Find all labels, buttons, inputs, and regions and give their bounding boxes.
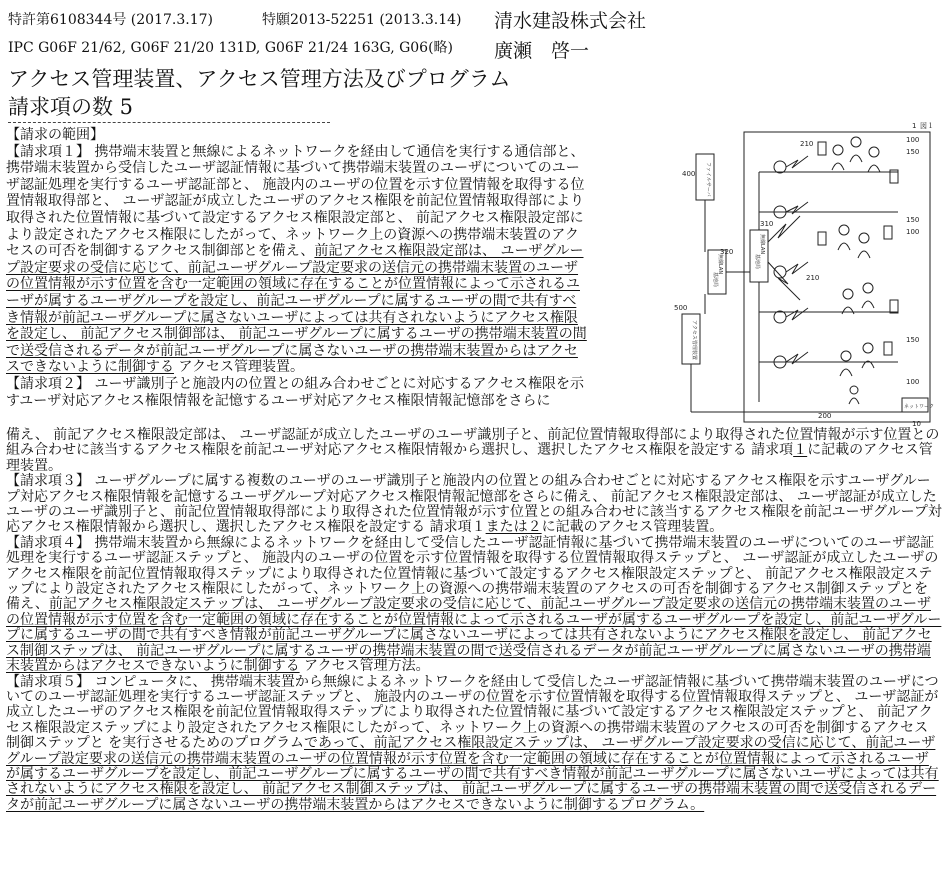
figure-drawing [668,112,942,430]
application-number: 特願2013-52251 (2013.3.14) [262,12,462,28]
file-server-label: ファイルサーバ [705,162,711,197]
mgmt-device-label: アクセス管理装置 [691,320,697,360]
claims-heading: 【請求の範囲】 [6,127,104,143]
claim-5-label: 【請求項５】 [6,673,90,690]
ap-b-label: 無線LAN [759,234,765,255]
claim-4-label: 【請求項４】 [6,534,90,551]
claim-5-amended: であって、前記アクセス権限設定ステップは、 ユーザグループ設定要求の受信に応じて、前記ユーザグループ設定要求の送信元の携帯端末装置のユーザの位置情報が示す位置を含む一定範囲の領域に存在することが位置情報によって示されるユーザが属するユーザグループを設定し、前記ユーザグループに属するユーザの間で共有すべき情報が前記ユーザグループに属さないユーザによっては共有されないようにアクセス権限を設定し、 前記アクセス制御ステップは、 前記ユーザグループに属するユーザの携帯端末装置の間で送受信されるデータが前記ユーザグループに属さないユーザの携帯端末装置からはアクセスできないように制御するプログラム。 [6,735,939,813]
facility-frame [744,132,930,422]
claim-2-start [6,376,588,409]
ref-400: 400 [682,170,696,178]
ap-a-label: 無線LAN [717,254,723,275]
ref-150-a: 150 [906,148,920,156]
patent-figure [668,112,942,430]
ipc-classification: IPC G06F 21/62, G06F 21/20 131D, G06F 21/24 163G, G06(略) [8,40,454,56]
ref-320: 320 [720,248,734,256]
claims-bottom-block [6,428,942,813]
claim-1-tail: アクセス管理装置。 [174,359,305,376]
claim-1-label: 【請求項１】 [6,143,90,160]
ap-b-sub-label: 基地局 [754,254,760,270]
claim-3-amended: または２ [485,519,542,536]
claim-1-text: 携帯端末装置と無線によるネットワークを経由して通信を実行する通信部と、 携帯端末装置から受信したユーザ認証情報に基づいて携帯端末装置のユーザについてのユーザ認証処理を実行するユーザ認証部と、 施設内のユーザの位置を示す位置情報を取得する位置情報取得部と、 ユーザ認証が成立したユーザのアクセス権限を前記位置情報取得部により取得された位置情報に基づいて設定するアクセス権限設定部と、 前記アクセス権限設定部により設定されたアクセス権限にしたがって、ネットワーク上の資源への携帯端末装置のアクセスの可否を制御するアクセス制御部とを備え、 [6,143,585,260]
ref-150-b: 150 [906,216,920,224]
claim-4 [6,536,942,675]
ref-100-a: 100 [906,136,920,144]
claim-4-text: 携帯端末装置から無線によるネットワークを経由して受信したユーザ認証情報に基づいて携帯端末装置のユーザについてのユーザ認証処理を実行するユーザ認証ステップと、 施設内のユーザの位置を示す位置情報を取得する位置情報取得ステップと、 ユーザ認証が成立したユーザのアクセス権限を前記位置情報取得ステップにより取得された位置情報に基づいて設定するアクセス権限設定ステップと、 前記アクセス権限設定ステップにより設定されたアクセス権限にしたがって、ネットワーク上の資源への携帯端末装置のアクセスの可否を制御するアクセス制御ステップとを備え、 [6,534,939,613]
ref-150-c: 150 [906,336,920,344]
claim-2-label: 【請求項２】 [6,375,90,392]
ref-10: 10 [912,420,921,428]
network-label: ネットワーク [904,404,935,410]
claim-2-text-cont: 備え、 前記アクセス権限設定部は、 ユーザ認証が成立したユーザのユーザ識別子と、前記位置情報取得部により取得された位置情報が示す位置との組み合わせに該当するアクセス権限を前記ユーザ対応アクセス権限情報から選択し、選択したアクセス権限を設定する 請求項 [6,427,940,459]
ref-310: 310 [760,220,774,228]
ref-100-b: 100 [906,228,920,236]
applicant-company: 清水建設株式会社 [494,10,647,32]
ref-500: 500 [674,304,688,312]
claim-3-tail: に記載のアクセス管理装置。 [541,519,724,536]
ref-200: 200 [818,412,832,420]
claims-top-block [6,127,588,409]
ref-100-c: 100 [906,378,920,386]
invention-title: アクセス管理装置、アクセス管理方法及びプログラム [8,67,511,91]
dashed-divider [8,122,330,123]
claim-5 [6,675,942,814]
claim-2-text: ユーザ識別子と施設内の位置との組み合わせごとに対応するアクセス権限を示すユーザ対応アクセス権限情報を記憶するユーザ対応アクセス権限情報記憶部をさらに [6,375,585,409]
claim-2-amended: １ [793,442,808,459]
claim-3-label: 【請求項３】 [6,473,90,490]
claim-4-amended: 前記アクセス権限設定ステップは、 ユーザグループ設定要求の受信に応じて、前記ユーザグループ設定要求の送信元の携帯端末装置のユーザの位置情報が示す位置を含む一定範囲の領域に存在することが位置情報によって示されるユーザが属するユーザグループを設定し、前記ユーザグループに属するユーザの間で共有すべき情報が前記ユーザグループに属さないユーザによっては共有されないようにアクセス権限を設定し、 前記アクセス制御ステップは、 前記ユーザグループに属するユーザの携帯端末装置の間で送受信されるデータが前記ユーザグループに属さないユーザの携帯端末装置からはアクセスできないように制御する [6,596,942,675]
claims-count: 請求項の数 5 [8,95,134,119]
claim-1-amended: 前記アクセス権限設定部は、 ユーザグループ設定要求の受信に応じて、前記ユーザグループ設定要求の送信元の携帯端末装置のユーザの位置情報が示す位置を含む一定範囲の領域に存在することが位置情報によって示されるユーザが属するユーザグループを設定し、前記ユーザグループに属するユーザの間で共有すべき情報が前記ユーザグループに属さないユーザによっては共有されないようにアクセス権限を設定し、 前記アクセス制御部は、 前記ユーザグループに属するユーザの携帯端末装置の間で送受信されるデータが前記ユーザグループに属さないユーザの携帯端末装置からはアクセスできないように制御する [6,243,587,376]
claim-3 [6,474,942,536]
ap-a-sub-label: 基地局 [712,272,718,288]
claim-1 [6,144,588,376]
claim-4-tail: アクセス管理方法。 [299,658,430,675]
patent-number: 特許第6108344号 (2017.3.17) [8,12,213,28]
claim-2-continued [6,428,942,474]
claim-3-text: ユーザグループに属する複数のユーザのユーザ識別子と施設内の位置との組み合わせごとに対応するアクセス権限を示すユーザグループ対応アクセス権限情報を記憶するユーザグループ対応アクセス権限情報記憶部をさらに備え、 前記アクセス権限設定部は、 ユーザ認証が成立したユーザのユーザ識別子と、前記位置情報取得部により取得された位置情報が示す位置との組み合わせに該当するアクセス権限を前記ユーザグループ対応アクセス権限情報から選択し、選択したアクセス権限を設定する 請求項１ [6,473,942,536]
inventor-name: 廣瀬 啓一 [494,40,590,62]
ref-210-a: 210 [800,140,814,148]
claim-5-text: コンピュータに、 携帯端末装置から無線によるネットワークを経由して受信したユーザ認証情報に基づいて携帯端末装置のユーザについてのユーザ認証処理を実行するユーザ認証ステップと、 施設内のユーザの位置を示す位置情報を取得する位置情報取得ステップと、 ユーザ認証が成立したユーザのアクセス権限を前記位置情報取得ステップにより取得された位置情報に基づいて設定するアクセス権限設定ステップと、 前記アクセス権限設定ステップにより設定されたアクセス権限にしたがって、ネットワーク上の資源への携帯端末装置のアクセスの可否を制御するアクセス制御ステップと を実行させるためのプログラム [6,673,939,752]
ref-1: 1 [912,122,917,130]
claim-2-tail: に記載のアクセス管理装置。 [6,442,933,474]
ref-210-b: 210 [806,274,820,282]
fig-number: 図１ [920,122,934,130]
